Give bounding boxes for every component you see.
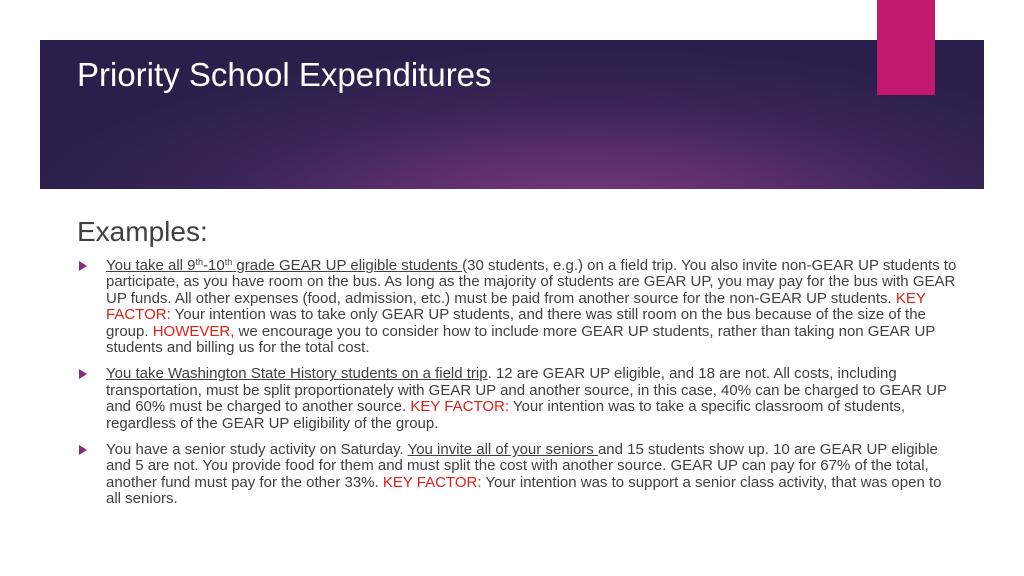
- triangle-bullet-icon: [79, 445, 87, 455]
- however-label: HOWEVER,: [152, 322, 235, 340]
- slide-title: Priority School Expenditures: [77, 56, 492, 93]
- bullet-list: [77, 258, 957, 518]
- triangle-bullet-icon: [79, 369, 87, 379]
- underlined-phrase: You take Washington State History students on a field trip: [106, 365, 488, 383]
- underlined-phrase: You take all 9th-10th grade GEAR UP eligible students: [106, 257, 463, 274]
- key-factor-label: KEY FACTOR:: [382, 473, 482, 491]
- key-factor-label: KEY FACTOR:: [410, 398, 510, 416]
- triangle-bullet-icon: [79, 261, 87, 271]
- bullet-item-2: You take Washington State History students on a field trip. 12 are GEAR UP eligible, and 18 are not. All costs, including transportation, must be split proportionately with GEAR UP and another source, in this case, 40% can be charged to GEAR UP and 60% must be charged to another source. KEY FACTOR: Your intention was to take a specific classroom of students, regardless of the GEAR UP eligibility of the group.: [77, 366, 957, 432]
- accent-tab: [877, 0, 935, 95]
- examples-heading: Examples:: [77, 216, 208, 247]
- underlined-phrase: You invite all of your seniors: [407, 441, 598, 459]
- bullet-item-1: You take all 9th-10th grade GEAR UP eligible students (30 students, e.g.) on a field trip. You also invite non-GEAR UP students to participate, as you have room on the bus. As long as the majority of students are GEAR UP, you may pay for the bus with GEAR UP funds. All other expenses (food, admission, etc.) must be paid from another source for the non-GEAR UP students. KEY FACTOR: Your intention was to take only GEAR UP students, and there was still room on the bus because of the size of the group. HOWEVER, we encourage you to consider how to include more GEAR UP students, rather than taking non GEAR UP students and billing us for the total cost.: [77, 258, 957, 356]
- bullet-item-3: You have a senior study activity on Saturday. You invite all of your seniors and 15 students show up. 10 are GEAR UP eligible and 5 are not. You provide food for them and must split the cost with another source. GEAR UP can pay for 67% of the total, another fund must pay for the other 33%. KEY FACTOR: Your intention was to support a senior class activity, that was open to all seniors.: [77, 442, 957, 508]
- key-factor-label: KEY FACTOR:: [106, 289, 926, 324]
